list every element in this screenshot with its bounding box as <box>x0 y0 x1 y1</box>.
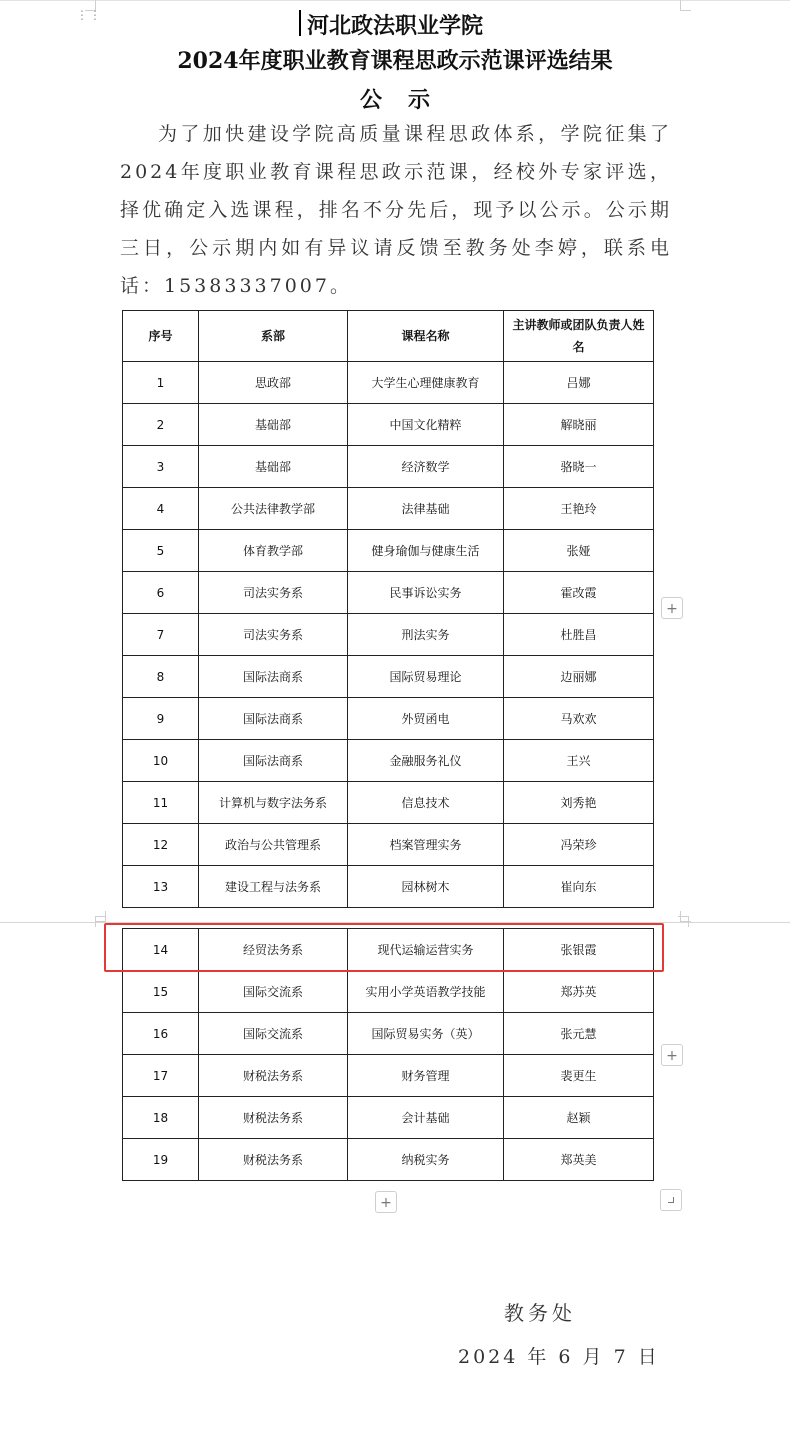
cell-department: 基础部 <box>199 404 348 446</box>
cell-course-name: 档案管理实务 <box>348 824 504 866</box>
cell-course-name: 大学生心理健康教育 <box>348 362 504 404</box>
cell-index: 11 <box>123 782 199 824</box>
cell-course-name: 外贸函电 <box>348 698 504 740</box>
cell-index: 15 <box>123 971 199 1013</box>
cell-teacher: 赵颖 <box>504 1097 654 1139</box>
table-row <box>123 824 654 866</box>
cell-department: 政治与公共管理系 <box>199 824 348 866</box>
header-teacher: 主讲教师或团队负责人姓名 <box>504 311 654 362</box>
cell-department: 财税法务系 <box>199 1139 348 1181</box>
cell-teacher: 张银霞 <box>504 929 654 971</box>
table-row <box>123 1097 654 1139</box>
table-header-row <box>123 311 654 362</box>
header-index: 序号 <box>123 311 199 362</box>
cell-index: 6 <box>123 572 199 614</box>
cell-index: 9 <box>123 698 199 740</box>
cell-course-name: 刑法实务 <box>348 614 504 656</box>
table-row <box>123 404 654 446</box>
cell-index: 1 <box>123 362 199 404</box>
notice-heading: 公示 <box>359 87 456 113</box>
cell-department: 司法实务系 <box>199 614 348 656</box>
table-row <box>123 1055 654 1097</box>
cell-index: 14 <box>123 929 199 971</box>
table-row <box>123 782 654 824</box>
cell-department: 国际交流系 <box>199 971 348 1013</box>
cell-course-name: 国际贸易理论 <box>348 656 504 698</box>
signature-department: 教务处 <box>504 1301 576 1325</box>
cell-index: 19 <box>123 1139 199 1181</box>
cell-course-name: 金融服务礼仪 <box>348 740 504 782</box>
cell-department: 国际交流系 <box>199 1013 348 1055</box>
cell-teacher: 霍改霞 <box>504 572 654 614</box>
margin-corner-next-right <box>678 916 689 927</box>
cell-teacher: 边丽娜 <box>504 656 654 698</box>
table-row <box>123 740 654 782</box>
cell-teacher: 王艳玲 <box>504 488 654 530</box>
results-table-page1 <box>122 310 654 908</box>
cell-course-name: 实用小学英语教学技能 <box>348 971 504 1013</box>
cell-course-name: 现代运输运营实务 <box>348 929 504 971</box>
cell-index: 12 <box>123 824 199 866</box>
cell-teacher: 张娅 <box>504 530 654 572</box>
header-department: 系部 <box>199 311 348 362</box>
cell-index: 8 <box>123 656 199 698</box>
cell-department: 经贸法务系 <box>199 929 348 971</box>
header-course-name: 课程名称 <box>348 311 504 362</box>
cell-index: 7 <box>123 614 199 656</box>
cell-department: 国际法商系 <box>199 698 348 740</box>
cell-course-name: 中国文化精粹 <box>348 404 504 446</box>
cell-course-name: 财务管理 <box>348 1055 504 1097</box>
cell-index: 17 <box>123 1055 199 1097</box>
cell-teacher: 骆晓一 <box>504 446 654 488</box>
table-row <box>123 1139 654 1181</box>
cell-index: 2 <box>123 404 199 446</box>
cell-department: 国际法商系 <box>199 740 348 782</box>
cell-teacher: 刘秀艳 <box>504 782 654 824</box>
page-top-rule <box>0 0 790 1</box>
cell-department: 思政部 <box>199 362 348 404</box>
cell-teacher: 解晓丽 <box>504 404 654 446</box>
cell-teacher: 马欢欢 <box>504 698 654 740</box>
add-column-button[interactable]: + <box>375 1191 397 1213</box>
table-row <box>123 614 654 656</box>
cell-index: 3 <box>123 446 199 488</box>
cell-course-name: 国际贸易实务（英） <box>348 1013 504 1055</box>
table-row <box>123 656 654 698</box>
cell-department: 计算机与数字法务系 <box>199 782 348 824</box>
cell-index: 5 <box>123 530 199 572</box>
intro-paragraph: 为了加快建设学院高质量课程思政体系，学院征集了2024年度职业教育课程思政示范课，经校外专家评选，择优确定入选课程，排名不分先后，现予以公示。公示期三日，公示期内如有异议请反馈至教务处李婷，联系电话：15383337007。 <box>120 123 672 297</box>
table-row <box>123 1013 654 1055</box>
cell-teacher: 王兴 <box>504 740 654 782</box>
cell-index: 13 <box>123 866 199 908</box>
cell-department: 建设工程与法务系 <box>199 866 348 908</box>
cell-teacher: 冯荣珍 <box>504 824 654 866</box>
cell-course-name: 民事诉讼实务 <box>348 572 504 614</box>
highlighted-row-box <box>104 923 664 972</box>
table-row <box>123 530 654 572</box>
cell-department: 财税法务系 <box>199 1097 348 1139</box>
cell-course-name: 会计基础 <box>348 1097 504 1139</box>
cell-department: 司法实务系 <box>199 572 348 614</box>
cell-department: 国际法商系 <box>199 656 348 698</box>
cell-teacher: 崔向东 <box>504 866 654 908</box>
table-row <box>123 971 654 1013</box>
cell-index: 18 <box>123 1097 199 1139</box>
cell-teacher: 杜胜昌 <box>504 614 654 656</box>
cell-index: 16 <box>123 1013 199 1055</box>
cell-department: 体育教学部 <box>199 530 348 572</box>
signature-date: 2024 年 6 月 7 日 <box>458 1346 660 1368</box>
cell-index: 4 <box>123 488 199 530</box>
cell-department: 财税法务系 <box>199 1055 348 1097</box>
cell-index: 10 <box>123 740 199 782</box>
table-row <box>123 488 654 530</box>
cell-teacher: 郑英美 <box>504 1139 654 1181</box>
cell-department: 公共法律教学部 <box>199 488 348 530</box>
cell-teacher: 吕娜 <box>504 362 654 404</box>
cell-teacher: 张元慧 <box>504 1013 654 1055</box>
cell-department: 基础部 <box>199 446 348 488</box>
school-title: 河北政法职业学院 <box>306 13 483 39</box>
table-row <box>123 698 654 740</box>
cell-course-name: 纳税实务 <box>348 1139 504 1181</box>
add-row-button[interactable]: + <box>661 597 683 619</box>
table-row <box>123 362 654 404</box>
table-row <box>123 446 654 488</box>
cell-course-name: 经济数学 <box>348 446 504 488</box>
table-row <box>123 866 654 908</box>
page-title: 2024年度职业教育课程思政示范课评选结果 <box>177 48 613 74</box>
cell-course-name: 健身瑜伽与健康生活 <box>348 530 504 572</box>
table-resize-icon[interactable] <box>660 1189 682 1211</box>
add-row-button-page2[interactable]: + <box>661 1044 683 1066</box>
drag-handle-icon[interactable]: ⋮⋮ <box>76 8 102 22</box>
table-row <box>123 572 654 614</box>
cell-teacher: 郑苏英 <box>504 971 654 1013</box>
cell-course-name: 信息技术 <box>348 782 504 824</box>
cell-course-name: 园林树木 <box>348 866 504 908</box>
cell-teacher: 裴更生 <box>504 1055 654 1097</box>
cell-course-name: 法律基础 <box>348 488 504 530</box>
